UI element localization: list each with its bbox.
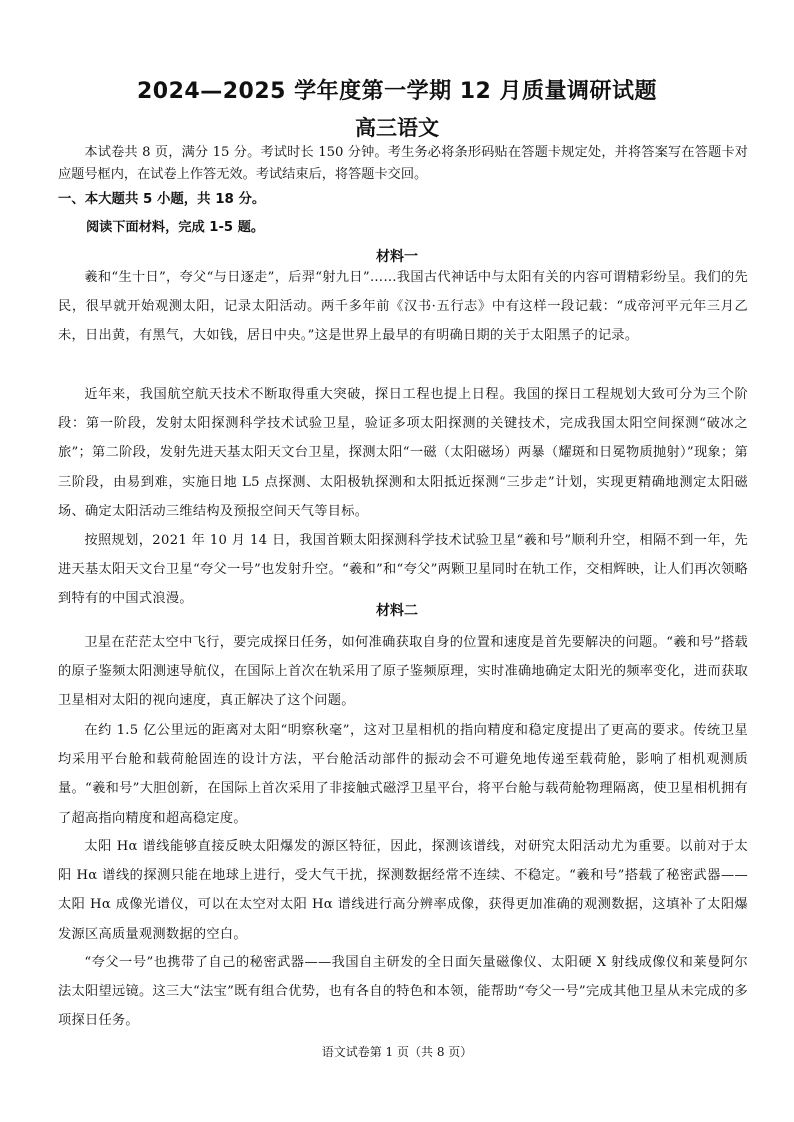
exam-notice: 本试卷共 8 页，满分 15 分。考试时长 150 分钟。考生务必将条形码贴在答题卡规定处，并将答案写在答题卡对应题号框内，在试卷上作答无效。考试结束后，将答题卡交回。 [58,145,748,182]
material-one-paragraph: 按照规划，2021 年 10 月 14 日，我国首颗太阳探测科学技术试验卫星“羲和号”顺利升空，相隔不到一年，先进天基太阳天文台卫星“夸父一号”也发射升空。“羲和”和“夸父”两颗卫星同时在轨工作，交相辉映，让人们再次领略到特有的中国式浪漫。 [58,533,748,607]
material-two-paragraph: 在约 1.5 亿公里远的距离对太阳“明察秋毫”，这对卫星相机的指向精度和稳定度提出了更高的要求。传统卫星均采用平台舱和载荷舱固连的设计方法，平台舱活动部件的振动会不可避免地传递至载荷舱，影响了相机观测质量。“羲和号”大胆创新，在国际上首次采用了非接触式磁浮卫星平台，将平台舱与载荷舱物理隔离，使卫星相机拥有了超高指向精度和超高稳定度。 [58,723,748,826]
page-footer: 语文试卷第 1 页（共 8 页） [321,1045,473,1059]
reading-instruction: 阅读下面材料，完成 1-5 题。 [86,220,265,235]
section-heading: 一、本大题共 5 小题，共 18 分。 [58,192,266,207]
subject-title: 高三语文 [355,116,439,140]
material-two-paragraph: 太阳 Hα 谱线能够直接反映太阳爆发的源区特征，因此，探测该谱线，对研究太阳活动尤为重要。以前对于太阳 Hα 谱线的探测只能在地球上进行，受大气干扰，探测数据经常不连续、不稳定。“羲和号”搭载了秘密武器——太阳 Hα 成像光谱仪，可以在太空对太阳 Hα 谱线进行高分辨率成像，获得更加准确的观测数据，这填补了太阳爆发源区高质量观测数据的空白。 [58,839,748,942]
material-two-paragraph: “夸父一号”也携带了自己的秘密武器——我国自主研发的全日面矢量磁像仪、太阳硬 X 射线成像仪和莱曼阿尔法太阳望远镜。这三大“法宝”既有组合优势，也有各自的特色和本领，能帮助“夸父一号”完成其他卫星从未完成的多项探日任务。 [58,955,748,1029]
material-two-heading: 材料二 [376,603,418,619]
material-one-paragraph: 近年来，我国航空航天技术不断取得重大突破，探日工程也提上日程。我国的探日工程规划大致可分为三个阶段：第一阶段，发射太阳探测科学技术试验卫星，验证多项太阳探测的关键技术，完成我国太阳空间探测“破冰之旅”；第二阶段，发射先进天基太阳天文台卫星，探测太阳“一磁（太阳磁场）两暴（耀斑和日冕物质抛射）”现象；第三阶段，由易到难，实施日地 L5 点探测、太阳极轨探测和太阳抵近探测“三步走”计划，实现更精确地测定太阳磁场、确定太阳活动三维结构及预报空间天气等目标。 [58,387,748,519]
material-one-heading: 材料一 [376,249,418,265]
material-two-paragraph: 卫星在茫茫太空中飞行，要完成探日任务，如何准确获取自身的位置和速度是首先要解决的问题。“羲和号”搭载的原子鉴频太阳测速导航仪，在国际上首次在轨采用了原子鉴频原理，实时准确地确定太阳光的频率变化，进而获取卫星相对太阳的视向速度，真正解决了这个问题。 [58,635,748,709]
exam-title: 2024—2025 学年度第一学期 12 月质量调研试题 [136,79,658,104]
material-one-paragraph: 羲和“生十日”，夸父“与日逐走”，后羿“射九日”……我国古代神话中与太阳有关的内容可谓精彩纷呈。我们的先民，很早就开始观测太阳，记录太阳活动。两千多年前《汉书·五行志》中有这样一段记载：“成帝河平元年三月乙未，日出黄，有黑气，大如钱，居日中央。”这是世界上最早的有明确日期的关于太阳黑子的记录。 [58,270,748,344]
